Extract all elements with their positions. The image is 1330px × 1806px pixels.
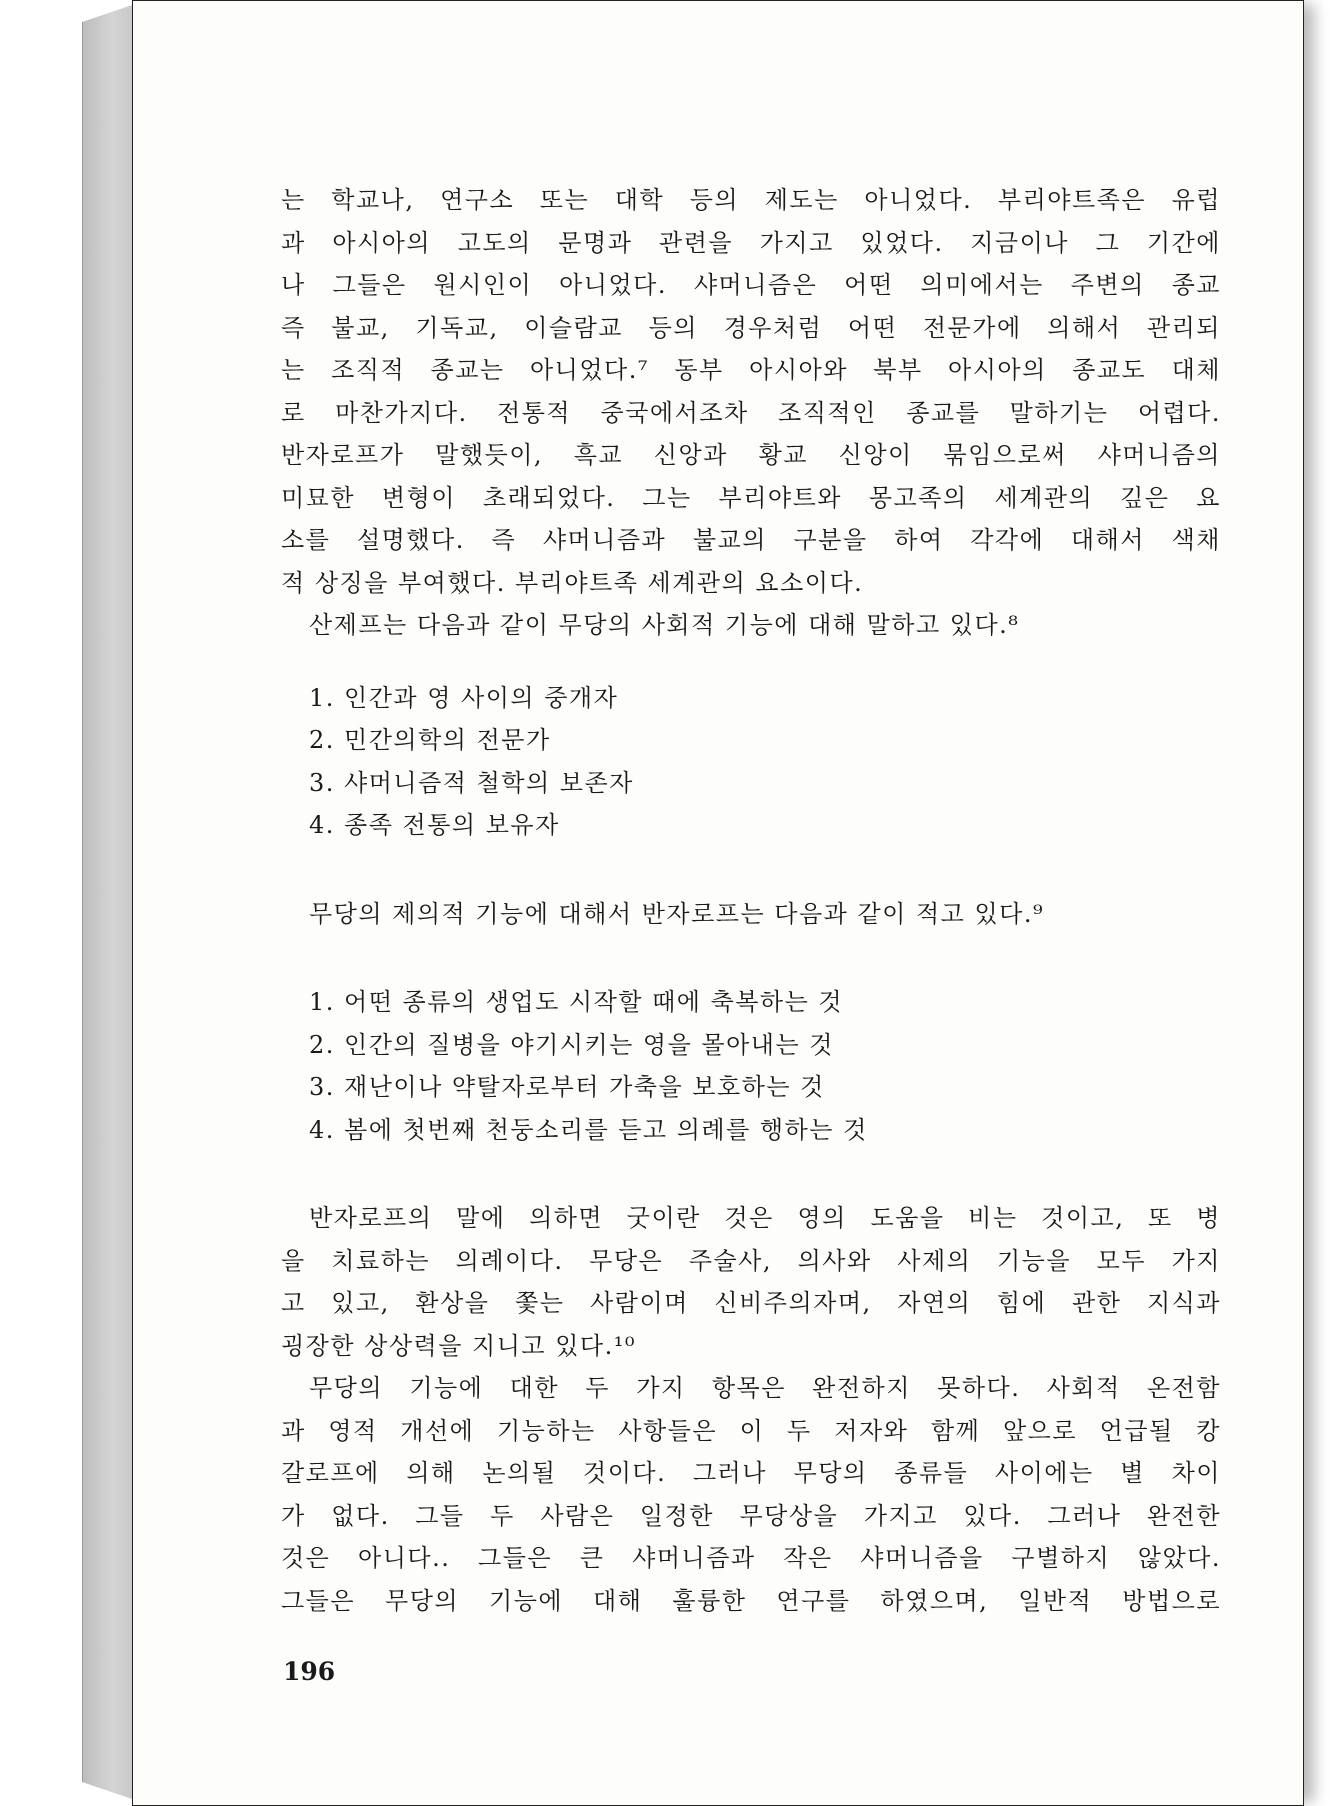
- spacer: [281, 935, 1221, 981]
- text-line: 무당의 기능에 대한 두 가지 항목은 완전하지 못하다. 사회적 온전함: [309, 1374, 1221, 1402]
- spacer: [281, 847, 1221, 893]
- text-line: 가 없다. 그들 두 사람은 일정한 무당상을 가지고 있다. 그러나 완전한: [281, 1501, 1221, 1530]
- text-line: 반자로프의 말에 의하면 굿이란 것은 영의 도움을 비는 것이고, 또 병: [309, 1204, 1221, 1232]
- book-page: [132, 0, 1304, 1806]
- text-line: 갈로프에 의해 논의될 것이다. 그러나 무당의 종류들 사이에는 별 차이: [281, 1459, 1221, 1487]
- text-line: 과 아시아의 고도의 문명과 관련을 가지고 있었다. 지금이나 그 기간에: [281, 228, 1221, 257]
- text-line: 적 상징을 부여했다. 부리야트족 세계관의 요소이다.: [281, 568, 864, 597]
- book-spine-edge: [82, 4, 135, 1800]
- page-body-text: [281, 179, 1221, 1622]
- text-line: 과 영적 개선에 기능하는 사항들은 이 두 저자와 함께 앞으로 언급될 캉: [281, 1416, 1221, 1445]
- text-line: 것은 아니다.. 그들은 큰 샤머니즘과 작은 샤머니즘을 구별하지 않았다.: [281, 1544, 1221, 1572]
- spacer: [281, 1151, 1221, 1197]
- list-item: 1. 어떤 종류의 생업도 시작할 때에 축복하는 것: [309, 988, 844, 1016]
- text-line: 고 있고, 환상을 쫓는 사람이며 신비주의자며, 자연의 힘에 관한 지식과: [281, 1289, 1221, 1317]
- list-item: 1. 인간과 영 사이의 중개자: [309, 683, 619, 712]
- list-item: 3. 샤머니즘적 철학의 보존자: [309, 768, 634, 797]
- text-line: 는 조직적 종교는 아니었다.⁷ 동부 아시아와 북부 아시아의 종교도 대체: [281, 356, 1221, 384]
- text-line: 굉장한 상상력을 지니고 있다.¹⁰: [281, 1331, 636, 1360]
- text-line: 소를 설명했다. 즉 샤머니즘과 불교의 구분을 하여 각각에 대해서 색채: [281, 526, 1221, 554]
- text-line: 는 학교나, 연구소 또는 대학 등의 제도는 아니었다. 부리야트족은 유럽: [281, 186, 1221, 214]
- page-number: 196: [283, 1657, 336, 1686]
- list-item: 4. 봄에 첫번째 천둥소리를 듣고 의례를 행하는 것: [309, 1115, 868, 1144]
- list-item: 2. 인간의 질병을 야기시키는 영을 몰아내는 것: [309, 1030, 834, 1059]
- text-line: 반자로프가 말했듯이, 흑교 신앙과 황교 신앙이 묶임으로써 샤머니즘의: [281, 441, 1221, 469]
- text-line: 그들은 무당의 기능에 대해 훌륭한 연구를 하였으며, 일반적 방법으로: [281, 1586, 1221, 1615]
- sanjef-intro-line: 산제프는 다음과 같이 무당의 사회적 기능에 대해 말하고 있다.⁸: [309, 611, 1020, 639]
- list-item: 4. 종족 전통의 보유자: [309, 811, 560, 839]
- text-line: 로 마찬가지다. 전통적 중국에서조차 조직적인 종교를 말하기는 어렵다.: [281, 398, 1221, 427]
- list-item: 2. 민간의학의 전문가: [309, 726, 551, 754]
- text-line: 즉 불교, 기독교, 이슬람교 등의 경우처럼 어떤 전문가에 의해서 관리되: [281, 313, 1221, 342]
- text-line: 미묘한 변형이 초래되었다. 그는 부리야트와 몽고족의 세계관의 깊은 요: [281, 483, 1221, 512]
- text-line: 을 치료하는 의례이다. 무당은 주술사, 의사와 사제의 기능을 모두 가지: [281, 1246, 1221, 1275]
- list-item: 3. 재난이나 약탈자로부터 가축을 보호하는 것: [309, 1073, 825, 1101]
- banzarov-intro-line: 무당의 제의적 기능에 대해서 반자로프는 다음과 같이 적고 있다.⁹: [309, 899, 1045, 928]
- spacer: [281, 647, 1221, 677]
- text-line: 나 그들은 원시인이 아니었다. 샤머니즘은 어떤 의미에서는 주변의 종교: [281, 271, 1221, 299]
